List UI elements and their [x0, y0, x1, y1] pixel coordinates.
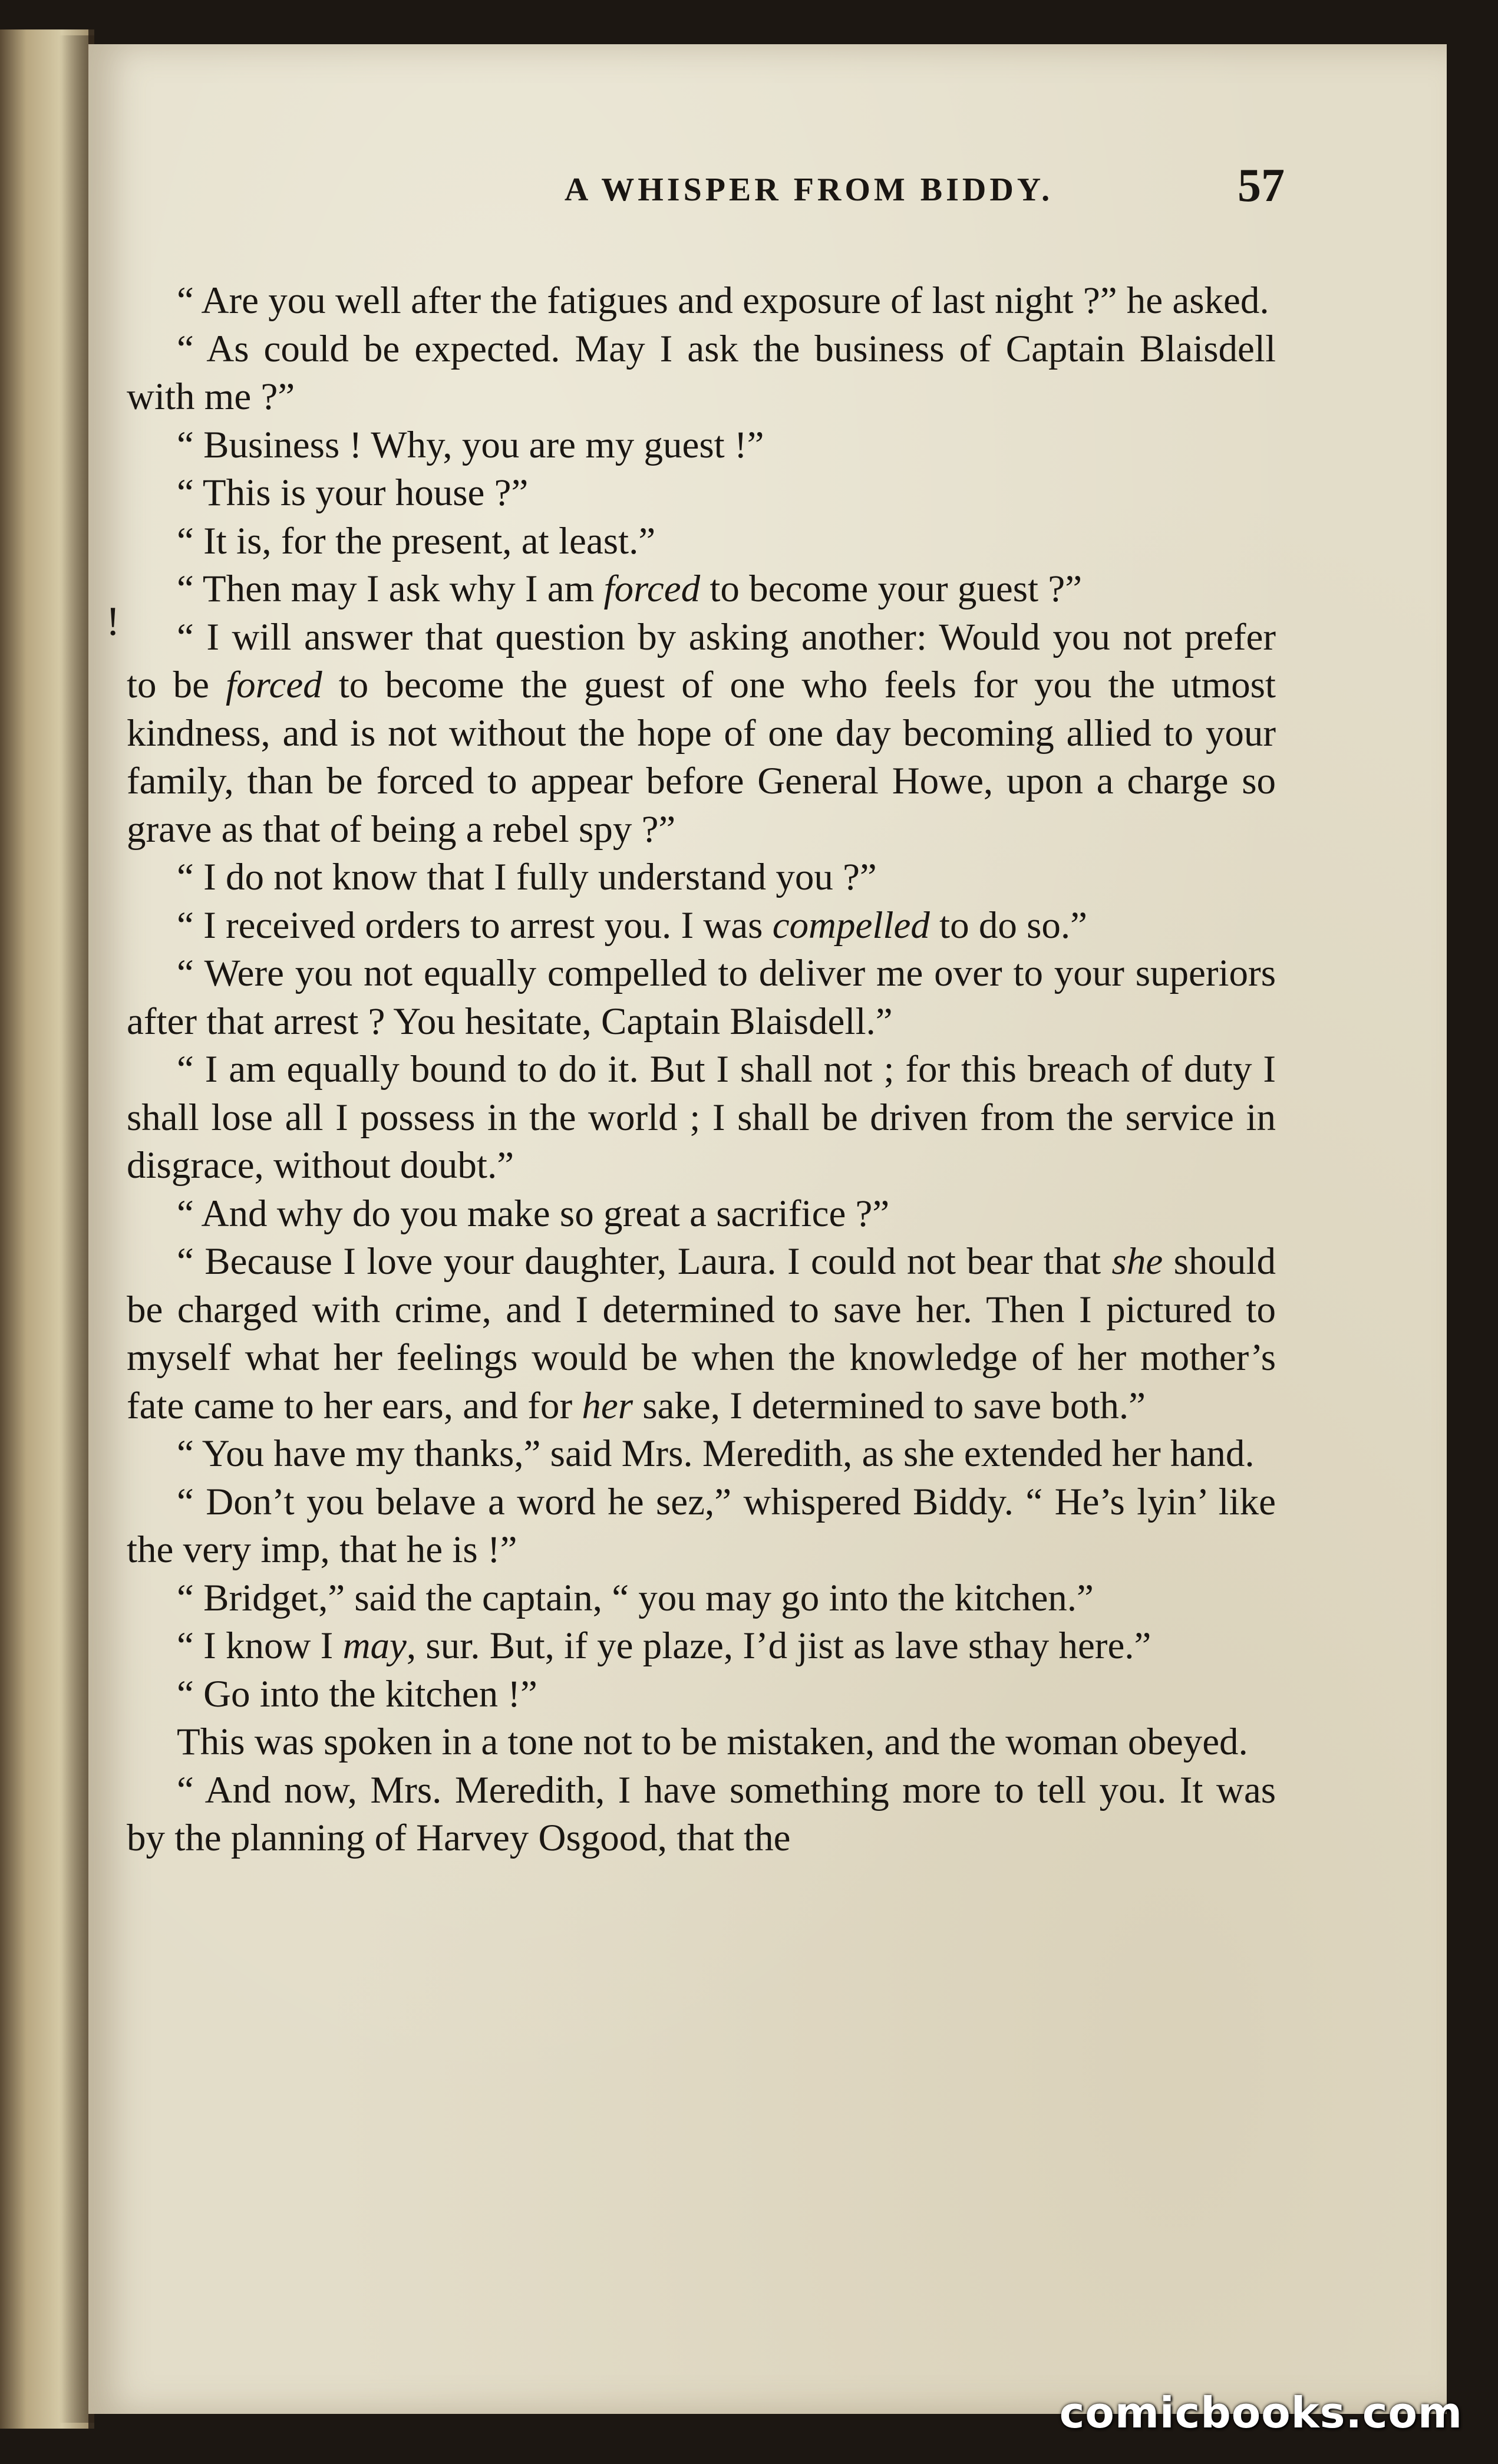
paragraph: “ As could be expected. May I ask the business of Captain Blaisdell with me ?” [127, 327, 1276, 418]
paragraph: “ Because I love your daughter, Laura. I could not bear that she should be charged with crime, and I determined to save her. Then I pictured to myself what her feelings would be when the knowledge of her mother’s fate came to her ears, and for her sake, I determined to save both.” [127, 1240, 1276, 1427]
paragraph: “ Are you well after the fatigues and exposure of last night ?” he asked. [177, 279, 1269, 322]
watermark: comicbooks.com [1059, 2388, 1463, 2437]
paragraph: “ And now, Mrs. Meredith, I have something more to tell you. It was by the planning of Harvey Osgood, that the [127, 1768, 1276, 1859]
running-head-title: A WHISPER FROM BIDDY. [564, 172, 1054, 208]
body-text [127, 277, 1276, 1863]
paragraph: “ I know I may, sur. But, if ye plaze, I’d jist as lave sthay here.” [177, 1625, 1151, 1667]
paragraph: “ I do not know that I fully understand you ?” [177, 856, 877, 898]
paragraph: “ Bridget,” said the captain, “ you may go into the kitchen.” [177, 1576, 1094, 1619]
italic-word: she [1111, 1240, 1163, 1283]
paragraph: “ It is, for the present, at least.” [177, 519, 656, 562]
italic-word: compelled [772, 904, 930, 947]
italic-word: forced [226, 664, 322, 706]
paragraph: “ Don’t you belave a word he sez,” whispered Biddy. “ He’s lyin’ like the very imp, that he is !” [127, 1480, 1276, 1571]
paragraph: “ Were you not equally compelled to deliver me over to your superiors after that arrest ? You hesitate, Captain Blaisdell.” [127, 952, 1276, 1043]
page-number: 57 [1238, 160, 1285, 212]
paragraph: “ I am equally bound to do it. But I shall not ; for this breach of duty I shall lose all I possess in the world ; I shall be driven from the service in disgrace, without doubt.” [127, 1048, 1276, 1187]
paragraph: “ And why do you make so great a sacrifice ?” [177, 1192, 890, 1235]
italic-word: forced [603, 568, 701, 610]
paragraph: “ I received orders to arrest you. I was compelled to do so.” [177, 904, 1088, 947]
running-head [88, 159, 1447, 218]
paragraph: “ I will answer that question by asking another: Would you not prefer to be forced to become the guest of one who feels for you the utmost kindness, and is not without the hope of one day becoming allied to your family, than be forced to appear before General Howe, upon a charge so grave as that of being a rebel spy ?” [127, 615, 1276, 851]
italic-word: may [342, 1625, 407, 1667]
paragraph: “ This is your house ?” [177, 472, 529, 514]
margin-mark: ! [106, 599, 120, 644]
paragraph: “ Go into the kitchen !” [177, 1672, 537, 1715]
paragraph: “ Business ! Why, you are my guest !” [177, 423, 764, 466]
paragraph: “ Then may I ask why I am forced to become your guest ?” [177, 568, 1083, 610]
paragraph: “ You have my thanks,” said Mrs. Meredith, as she extended her hand. [177, 1432, 1255, 1475]
italic-word: her [582, 1384, 633, 1427]
paragraph: This was spoken in a tone not to be mistaken, and the woman obeyed. [177, 1721, 1248, 1763]
book-page [88, 44, 1447, 2414]
